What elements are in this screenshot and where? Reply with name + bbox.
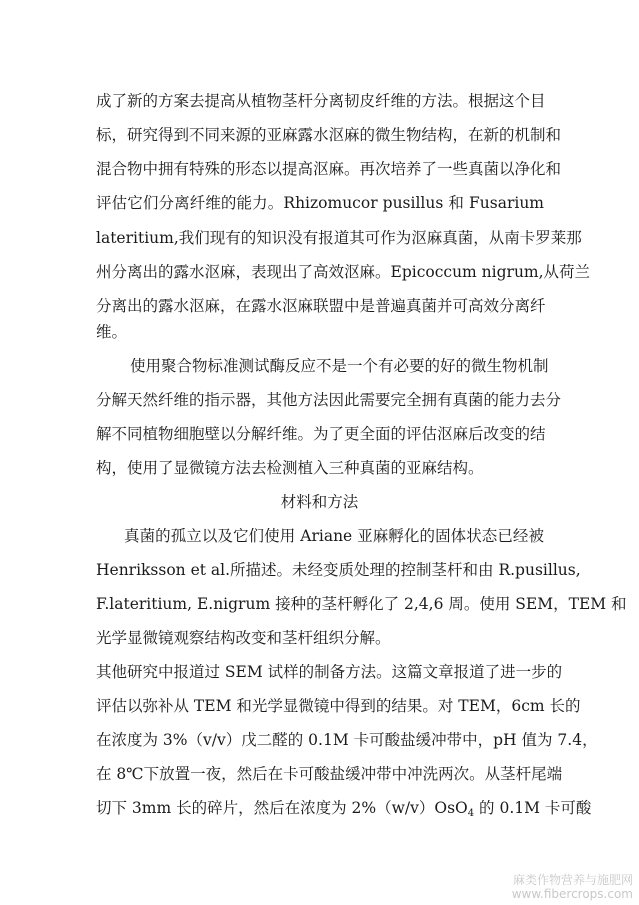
last-line-prefix: 切下 3mm 长的碎片，然后在浓度为 2%（w/v）OsO — [96, 799, 468, 817]
paragraph-3-line: 光学显微镜观察结构改变和茎杆组织分解。 — [96, 629, 391, 647]
paragraph-4-line: 其他研究中报道过 SEM 试样的制备方法。这篇文章报道了进一步的 — [96, 663, 563, 681]
paragraph-1-line: 混合物中拥有特殊的形态以提高沤麻。再次培养了一些真菌以净化和 — [96, 160, 562, 178]
paragraph-4-last-line — [96, 798, 592, 824]
paragraph-1-line: 分离出的露水沤麻，在露水沤麻联盟中是普遍真菌并可高效分离纤 — [96, 297, 546, 315]
last-line-suffix: 的 0.1M 卡可酸 — [474, 799, 592, 817]
paragraph-2-line: 分解天然纤维的指示器，其他方法因此需要完全拥有真菌的能力去分 — [96, 391, 562, 409]
paragraph-1-line: lateritium,我们现有的知识没有报道其可作为沤麻真菌，从南卡罗莱那 — [96, 229, 582, 247]
site-watermark — [512, 873, 633, 901]
paragraph-1-line: 维。 — [96, 323, 128, 341]
paragraph-2-line: 构，使用了显微镜方法去检测植入三种真菌的亚麻结构。 — [96, 459, 484, 477]
paragraph-4-line: 评估以弥补从 TEM 和光学显微镜中得到的结果。对 TEM，6cm 长的 — [96, 697, 581, 715]
section-heading: 材料和方法 — [280, 493, 359, 511]
paragraph-3-line: Henriksson et al.所描述。未经变质处理的控制茎杆和由 R.pusillus, — [96, 561, 581, 579]
paragraph-3-line: 真菌的孤立以及它们使用 Ariane 亚麻孵化的固体状态已经被 — [124, 527, 544, 545]
last-line-subscript: 4 — [467, 808, 475, 819]
paragraph-4-line: 在浓度为 3%（v/v）戊二醛的 0.1M 卡可酸盐缓冲带中，pH 值为 7.4， — [96, 731, 598, 749]
watermark-title: 麻类作物营养与施肥网 — [512, 873, 633, 887]
paragraph-2-line: 解不同植物细胞壁以分解纤维。为了更全面的评估沤麻后改变的结 — [96, 425, 546, 443]
watermark-url: www.fibercrops.com — [511, 887, 633, 901]
paragraph-1-line: 评估它们分离纤维的能力。Rhizomucor pusillus 和 Fusarium — [96, 194, 544, 212]
paragraph-1-line: 州分离出的露水沤麻，表现出了高效沤麻。Epicoccum nigrum,从荷兰 — [96, 263, 591, 281]
paragraph-2-line: 使用聚合物标准测试酶反应不是一个有必要的好的微生物机制 — [130, 357, 549, 375]
paragraph-1-line: 成了新的方案去提高从植物茎杆分离韧皮纤维的方法。根据这个目 — [96, 92, 546, 110]
paragraph-4-line: 在 8℃下放置一夜，然后在卡可酸盐缓冲带中冲洗两次。从茎杆尾端 — [96, 765, 563, 783]
paragraph-3-line: F.lateritium, E.nigrum 接种的茎杆孵化了 2,4,6 周。使用 SEM，TEM 和 — [96, 595, 627, 613]
paragraph-1-line: 标，研究得到不同来源的亚麻露水沤麻的微生物结构，在新的机制和 — [96, 126, 562, 144]
